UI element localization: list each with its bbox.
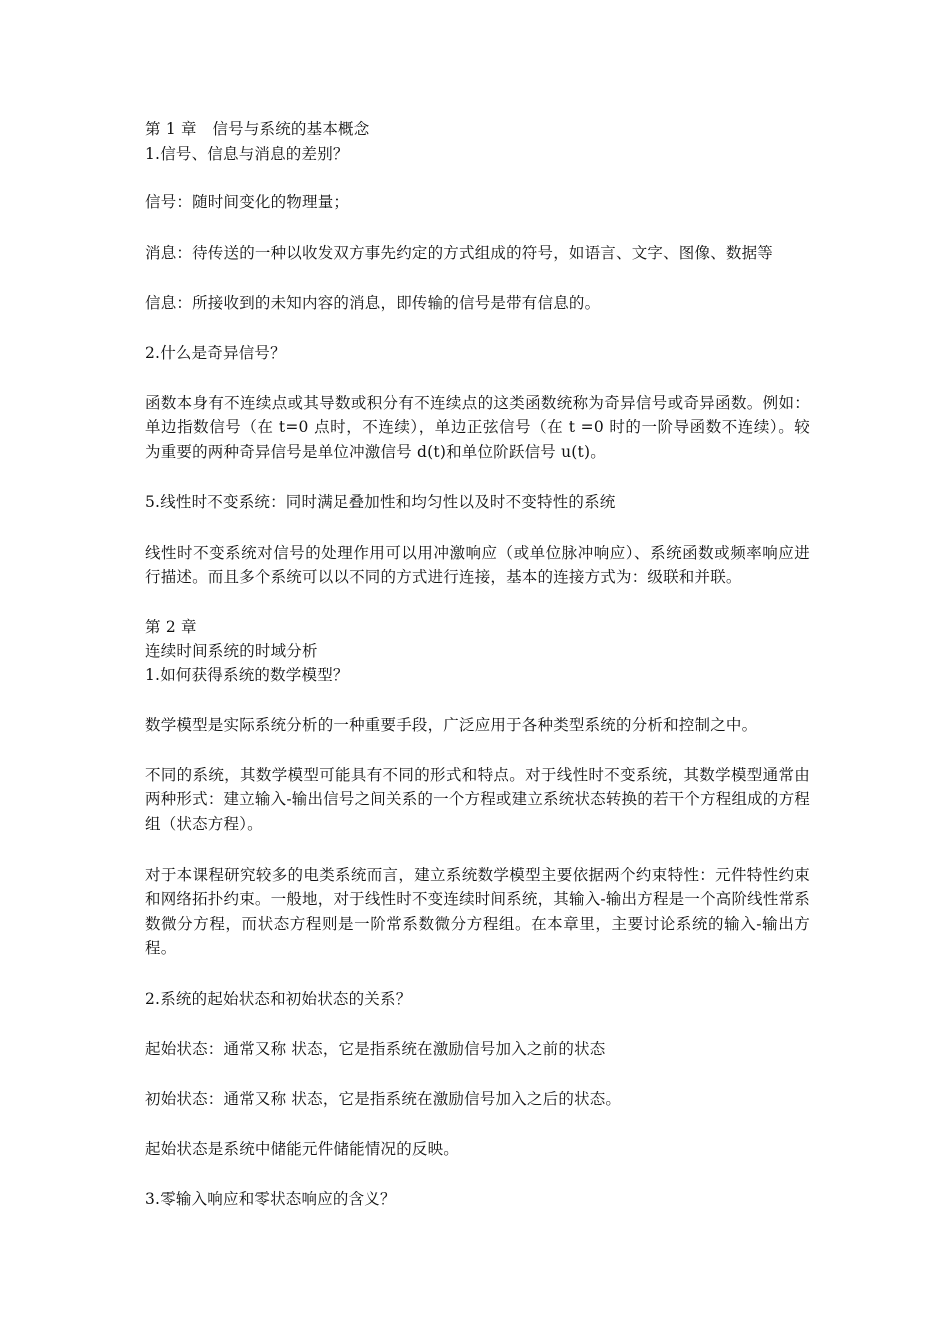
paragraph: 线性时不变系统对信号的处理作用可以用冲激响应（或单位脉冲响应）、系统函数或频率响应进行描述。而且多个系统可以以不同的方式进行连接，基本的连接方式为：级联和并联。: [145, 544, 810, 587]
paragraph: 函数本身有不连续点或其导数或积分有不连续点的这类函数统称为奇异信号或奇异函数。例如：单边指数信号（在 t=0 点时，不连续），单边正弦信号（在 t =0 时的一阶导函数不连续）。较为重要的两种奇异信号是单位冲激信号 d(t)和单位阶跃信号 u(t)。: [145, 394, 810, 461]
paragraph: 起始状态是系统中储能元件储能情况的反映。: [145, 1140, 460, 1158]
paragraph: 消息：待传送的一种以收发双方事先约定的方式组成的符号，如语言、文字、图像、数据等: [145, 244, 774, 262]
question-heading: 3.零输入响应和零状态响应的含义？: [145, 1190, 396, 1208]
document-page: [145, 0, 810, 1344]
question-heading: 2.系统的起始状态和初始状态的关系？: [145, 990, 412, 1008]
paragraph: 对于本课程研究较多的电类系统而言，建立系统数学模型主要依据两个约束特性：元件特性约束和网络拓扑约束。一般地，对于线性时不变连续时间系统，其输入-输出方程是一个高阶线性常系数微分方程，而状态方程则是一阶常系数微分方程组。在本章里，主要讨论系统的输入-输出方程。: [145, 866, 810, 957]
question-heading: 1.如何获得系统的数学模型？: [145, 666, 349, 684]
question-heading: 2.什么是奇异信号？: [145, 344, 286, 362]
chapter-2-title: 连续时间系统的时域分析: [145, 642, 318, 660]
question-heading: 1.信号、信息与消息的差别？: [145, 145, 349, 163]
paragraph: 信息：所接收到的未知内容的消息，即传输的信号是带有信息的。: [145, 294, 601, 312]
chapter-1-heading: 第 1 章 信号与系统的基本概念: [145, 120, 370, 138]
chapter-2-heading: 第 2 章: [145, 618, 197, 636]
question-heading: 5.线性时不变系统：同时满足叠加性和均匀性以及时不变特性的系统: [145, 493, 616, 511]
paragraph: 信号：随时间变化的物理量；: [145, 193, 350, 211]
paragraph: 起始状态：通常又称 状态，它是指系统在激励信号加入之前的状态: [145, 1040, 606, 1058]
paragraph: 数学模型是实际系统分析的一种重要手段，广泛应用于各种类型系统的分析和控制之中。: [145, 716, 758, 734]
paragraph: 初始状态：通常又称 状态，它是指系统在激励信号加入之后的状态。: [145, 1090, 622, 1108]
paragraph: 不同的系统，其数学模型可能具有不同的形式和特点。对于线性时不变系统，其数学模型通常由两种形式：建立输入-输出信号之间关系的一个方程或建立系统状态转换的若干个方程组成的方程组（状态方程）。: [145, 766, 810, 833]
